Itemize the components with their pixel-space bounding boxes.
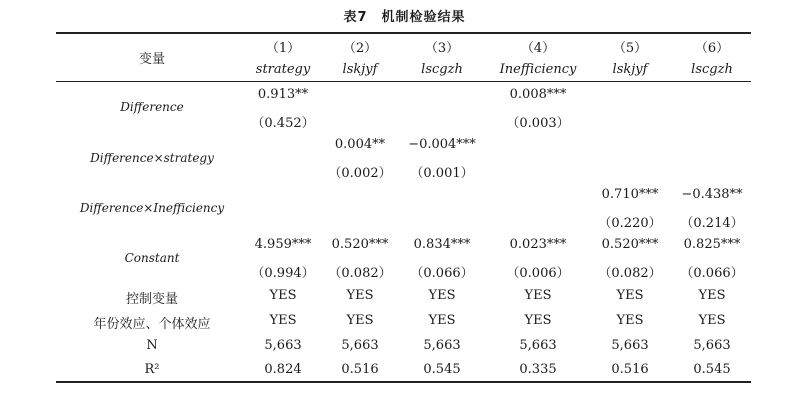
coef: 0.825*** xyxy=(683,237,741,252)
col-number: （1） xyxy=(265,41,301,56)
row-label-difference-inefficiency: Difference×Inefficiency xyxy=(79,201,225,215)
table-cell: YES xyxy=(346,313,374,328)
col-number: （6） xyxy=(694,41,730,56)
coef: 4.959*** xyxy=(254,237,312,252)
std-error: （0.066） xyxy=(410,266,474,281)
table-cell: 0.545 xyxy=(423,362,461,377)
table-cell: YES xyxy=(698,288,726,303)
table-cell: YES xyxy=(524,313,552,328)
table-cell: 5,663 xyxy=(519,338,557,353)
table-cell: 5,663 xyxy=(264,338,302,353)
coef: 0.834*** xyxy=(413,237,471,252)
row-label-r2: R² xyxy=(144,362,160,377)
std-error: （0.002） xyxy=(328,166,392,181)
bottom-rule xyxy=(56,381,751,383)
col-number: （3） xyxy=(424,41,460,56)
coef: 0.520*** xyxy=(601,237,659,252)
coef: 0.710*** xyxy=(601,187,659,202)
table-cell: YES xyxy=(269,288,297,303)
table-cell: 5,663 xyxy=(423,338,461,353)
variable-header: 变量 xyxy=(138,52,166,67)
table-cell: YES xyxy=(428,313,456,328)
std-error: （0.001） xyxy=(410,166,474,181)
row-label-fixed-effects: 年份效应、个体效应 xyxy=(93,317,211,332)
coef: −0.438** xyxy=(681,187,743,202)
table-cell: 0.516 xyxy=(611,362,649,377)
dep-var: lskjyf xyxy=(342,62,378,77)
std-error: （0.003） xyxy=(506,116,570,131)
std-error: （0.214） xyxy=(680,216,744,231)
dep-var: lscgzh xyxy=(691,62,733,77)
table-cell: 0.824 xyxy=(264,362,302,377)
row-label-constant: Constant xyxy=(124,251,180,265)
std-error: （0.220） xyxy=(598,216,662,231)
std-error: （0.066） xyxy=(680,266,744,281)
top-rule xyxy=(56,32,751,34)
row-label-n: N xyxy=(146,338,158,353)
table-cell: 5,663 xyxy=(611,338,649,353)
table-title: 表7 机制检验结果 xyxy=(343,10,466,25)
table-cell: YES xyxy=(616,313,644,328)
table-cell: 0.545 xyxy=(693,362,731,377)
coef: 0.520*** xyxy=(331,237,389,252)
dep-var: Inefficiency xyxy=(499,62,577,77)
coef: 0.004** xyxy=(334,137,386,152)
dep-var: strategy xyxy=(255,62,311,77)
table-cell: 0.335 xyxy=(519,362,557,377)
header-rule xyxy=(56,81,751,82)
col-number: （4） xyxy=(520,41,556,56)
table-cell: YES xyxy=(698,313,726,328)
std-error: （0.006） xyxy=(506,266,570,281)
std-error: （0.082） xyxy=(328,266,392,281)
col-number: （5） xyxy=(612,41,648,56)
dep-var: lskjyf xyxy=(612,62,648,77)
row-label-difference-strategy: Difference×strategy xyxy=(90,151,214,165)
table-cell: YES xyxy=(524,288,552,303)
coef: 0.008*** xyxy=(509,87,567,102)
coef: 0.913** xyxy=(257,87,309,102)
table-cell: YES xyxy=(616,288,644,303)
table-cell: YES xyxy=(428,288,456,303)
dep-var: lscgzh xyxy=(421,62,463,77)
std-error: （0.994） xyxy=(251,266,315,281)
coef: −0.004*** xyxy=(408,137,476,152)
table-cell: 5,663 xyxy=(341,338,379,353)
row-label-difference: Difference xyxy=(120,100,184,114)
col-number: （2） xyxy=(342,41,378,56)
table-cell: 0.516 xyxy=(341,362,379,377)
table-cell: YES xyxy=(346,288,374,303)
std-error: （0.452） xyxy=(251,116,315,131)
table-cell: 5,663 xyxy=(693,338,731,353)
std-error: （0.082） xyxy=(598,266,662,281)
table-cell: YES xyxy=(269,313,297,328)
coef: 0.023*** xyxy=(509,237,567,252)
row-label-controls: 控制变量 xyxy=(125,292,179,307)
